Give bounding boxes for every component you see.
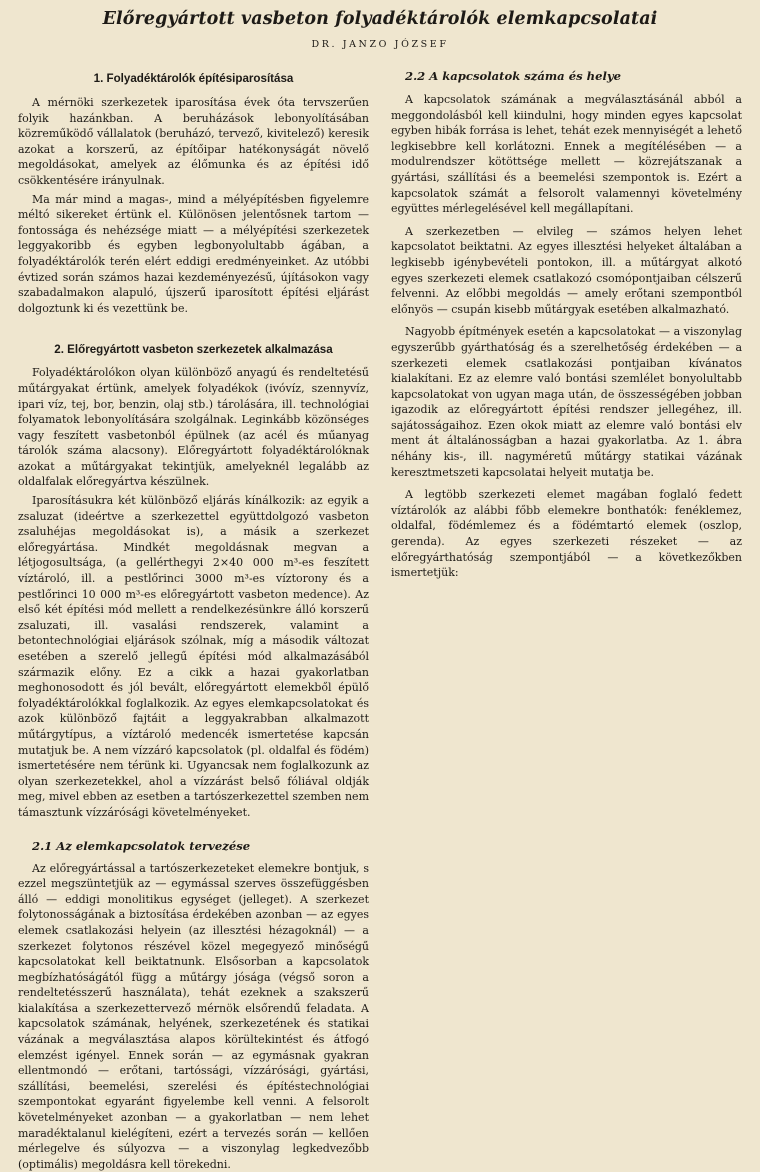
paragraph: Folyadéktárolókon olyan különböző anyagú és rendeltetésű műtárgyakat értünk, amelyek folyadékok (ivóvíz, szennyvíz, ipari víz, tej, bor, benzin, olaj stb.) tárolására, ill. technológiai folyamatok lebonyolítására szolgálnak. Leginkább közönséges vagy feszített vasbetonból épülnek (az acél és műanyag tárolók száma alacsony). Előregyártott folyadéktárolóknak azokat a műtárgyakat tekintjük, amelyeknél legalább az oldalfalak előregyártva készülnek. bbox=[18, 366, 369, 489]
left-column bbox=[18, 54, 369, 1172]
paragraph: Az előregyártással a tartószerkezeteket elemekre bontjuk, s ezzel megszüntetjük az — egymással szerves összefüggésben álló — eddigi monolitikus egységet (jelleget). A szerkezet folytonosságának a biztosítása érdekében azonban — az egyes elemek csatlakozási helyein (az illesztési hézagoknál) — a szerkezet folytonos részével közel megegyező minőségű kapcsolatokat kell beiktatnunk. Elsősorban a kapcsolatok megbízhatóságától függ a műtárgy jósága (végső soron a rendeltetésszerű használata), tehát ezeknek a szakszerű kialakítása a szerkezettervező mérnök elsőrendű feladata. A kapcsolatok számának, helyének, szerkezetének és statikai vázának a megválasztása alapos körültekintést és átfogó elemzést igényel. Ennek során — az egymásnak gyakran ellentmondó — erőtani, tartóssági, vízzárósági, gyártási, szállítási, beemelési, szerelési és építéstechnológiai szempontokat egyaránt figyelembe kell venni. A felsorolt követelményeket azonban — a gyakorlatban — nem lehet maradéktalanul kielégíteni, ezért a tervezés során — kellően mérlegelve és súlyozva — a viszonylag legkedvezőbb (optimális) megoldásra kell törekedni. bbox=[18, 861, 369, 1171]
section-heading: 2. Előregyártott vasbeton szerkezetek alkalmazása bbox=[54, 343, 333, 357]
article-body bbox=[18, 54, 742, 1172]
subsection-heading: 2.2 A kapcsolatok száma és helye bbox=[405, 69, 621, 83]
section-heading: 1. Folyadéktárolók építésiparosítása bbox=[93, 72, 294, 85]
paragraph: Iparosításukra két különböző eljárás kínálkozik: az egyik a zsaluzat (ideértve a szerkezettel együttdolgozó vasbeton zsaluhéjas megoldásokat is), a másik a szerkezet előregyártása. Mindkét megoldásnak megvan a létjogosultsága, (a gellérthegyi 2×40 000 m³-es feszített víztároló, ill. a pestlőrinci 3000 m³-es víztorony és a pestlőrinci 10 000 m³-es előregyártott vasbeton medence). Az első két építési mód mellett a rendelkezésünkre álló korszerű zsaluzati, ill. vasalási rendszerek, valamint a betontechnológiai eljárások szólnak, míg a második változat esetében a szerelő jellegű építési mód alkalmazásából származik előny. Ez a cikk a hazai gyakorlatban meghonosodott és jól bevált, előregyártott elemekből épülő folyadéktárolókkal foglalkozik. Az egyes elemkapcsolatokat és azok különböző fajtáit a leggyakrabban alkalmazott műtárgytípus, a víztároló medencék ismertetése kapcsán mutatjuk be. A nem vízzáró kapcsolatok (pl. oldalfal és födém) ismertetésére nem térünk ki. Ugyancsak nem foglalkozunk az olyan szerkezetekkel, ahol a vízzárást belső fóliával oldják meg, mivel ebben az esetben a tartószerkezettel szemben nem támasztunk vízzárósági követelményeket. bbox=[18, 494, 369, 819]
article-title: Előregyártott vasbeton folyadéktárolók elemkapcsolatai bbox=[102, 9, 658, 29]
paragraph: A kapcsolatok számának a megválasztásánál abból a meggondolásból kell kiindulni, hogy minden egyes kapcsolat egyben hibák forrása is lehet, tehát ezek mennyiségét a lehető legkisebbre kell korlátozni. Ennek a megítélésében — a modulrendszer kötöttsége mellett — közrejátszanak a gyártási, szállítási és a beemelési szempontok is. Ezért a kapcsolatok számát a felsorolt valamennyi követelmény együttes mérlegelésével kell megállapítani. bbox=[391, 93, 742, 216]
paragraph: Ma már mind a magas-, mind a mélyépítésben figyelemre méltó sikereket értünk el. Különösen jelentősnek tartom — fontossága és nehézsége miatt — a mélyépítési szerkezetek leggyakoribb és egyben legbonyolultabb ágában, a folyadéktárolók terén elért eddigi eredményeinket. Az utóbbi évtized során számos hazai kezdeményezésű, újításokon vagy szabadalmakon alapuló, újszerű iparosított építési eljárást dolgoztunk ki és vezettünk be. bbox=[18, 192, 369, 315]
paragraph: Nagyobb építmények esetén a kapcsolatokat — a viszonylag egyszerűbb gyárthatóság és a szerelhetőség érdekében — a szerkezeti elemek csatlakozási pontjaiban kívánatos kialakítani. Ez az elemre való bontási szemlélet bonyolultabb kapcsolatokat von ugyan maga után, de összességében jobban igazodik az előregyártott építési rendszer jellegéhez, ill. sajátosságaihoz. Ezen okok miatt az elemre való bontási elv ment át általánosságban a hazai gyakorlatba. Az 1. ábra néhány kis-, ill. nagyméretű műtárgy statikai vázának keresztmetszeti kapcsolatai helyeit mutatja be. bbox=[391, 325, 742, 479]
subsection-heading: 2.1 Az elemkapcsolatok tervezése bbox=[32, 838, 251, 853]
paragraph: A szerkezetben — elvileg — számos helyen lehet kapcsolatot beiktatni. Az egyes illesztési helyeket általában a legkisebb igénybevételi pontokon, ill. a műtárgyat alkotó egyes szerkezeti elemek csatlakozó csomópontjaiban célszerű felvenni. Az előbbi megoldás — amely erőtani szempontból előnyös — csupán kisebb műtárgyak esetében alkalmazható. bbox=[391, 224, 742, 316]
right-column bbox=[391, 54, 742, 1172]
paragraph: A mérnöki szerkezetek iparosítása évek óta tervszerűen folyik hazánkban. A beruházások lebonyolításában közreműködő vállalatok (beruházó, tervező, kivitelező) keresik azokat a korszerű, az építőipar hatékonyságát növelő megoldásokat, amelyek az élőmunka és az építési idő csökkentésére irányulnak. bbox=[18, 96, 369, 187]
author: DR. JANZO JÓZSEF bbox=[311, 39, 449, 50]
paragraph: A legtöbb szerkezeti elemet magában foglaló fedett víztárolók az alábbi főbb elemekre bonthatók: fenéklemez, oldalfal, födémlemez és a födémtartó elemek (oszlop, gerenda). Az egyes szerkezeti részeket — az előregyárthatóság szempontjából — a következőkben ismertetjük: bbox=[391, 488, 742, 580]
